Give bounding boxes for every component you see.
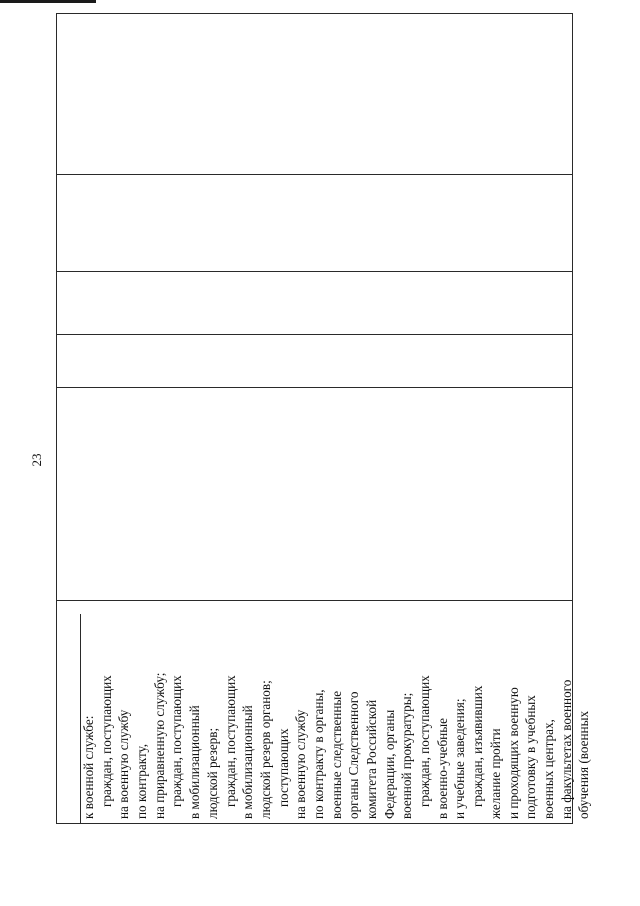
table-row-divider: [57, 271, 572, 272]
table-row-divider: [57, 334, 572, 335]
cell-text-line: на приравненную службу;: [151, 672, 167, 819]
cell-text-line: Федерации, органы: [381, 709, 397, 819]
cell-text-line: комитета Российской: [364, 699, 379, 819]
table-row-divider: [57, 174, 572, 175]
cell-text-line: граждан, поступающих: [98, 675, 114, 807]
cell-text-line: и проходящих военную: [505, 687, 521, 819]
cell-text-line: граждан, изъявивших: [470, 685, 486, 807]
cell-text-line: по контракту в органы,: [310, 689, 326, 819]
cell-text-line: поступающих: [275, 728, 291, 807]
cell-text-line: людской резерв;: [204, 727, 220, 819]
cell-text-line: на военную службу: [293, 709, 309, 819]
cell-text-line: на военную службу: [116, 709, 132, 819]
cell-text-line: подготовку в учебных: [523, 695, 539, 819]
cell-text-line: военной прокуратуры;: [399, 692, 415, 819]
page-number: 23: [29, 453, 44, 467]
top-edge-rule: [0, 0, 96, 3]
cell-text-line: людской резерв органов;: [257, 680, 273, 819]
cell-text-line: в мобилизационный: [240, 705, 256, 819]
cell-text-line: желание пройти: [487, 728, 503, 819]
cell-text-line: обучения (военных: [576, 710, 592, 819]
cell-text-line: к военной службе:: [81, 715, 96, 819]
cell-text-line: в мобилизационный: [187, 705, 203, 819]
cell-text-line: органы Следственного: [346, 691, 362, 819]
cell-text-line: граждан, поступающих: [417, 675, 433, 807]
cell-text-line: военных центрах,: [540, 719, 556, 819]
cell-text-line: военные следственные: [328, 690, 344, 819]
cell-text-line: по контракту,: [134, 743, 150, 819]
cell-text-line: в военно-учебные: [434, 718, 450, 819]
cell-text-line: на факультетах военного: [558, 679, 574, 819]
table-text-cell: [80, 601, 592, 823]
table-row-divider: [57, 387, 572, 388]
cell-text-line: граждан, поступающих: [169, 675, 185, 807]
cell-text-line: граждан, поступающих: [222, 675, 238, 807]
rotated-cell-content: [80, 601, 592, 823]
cell-text-line: и учебные заведения;: [452, 698, 468, 819]
